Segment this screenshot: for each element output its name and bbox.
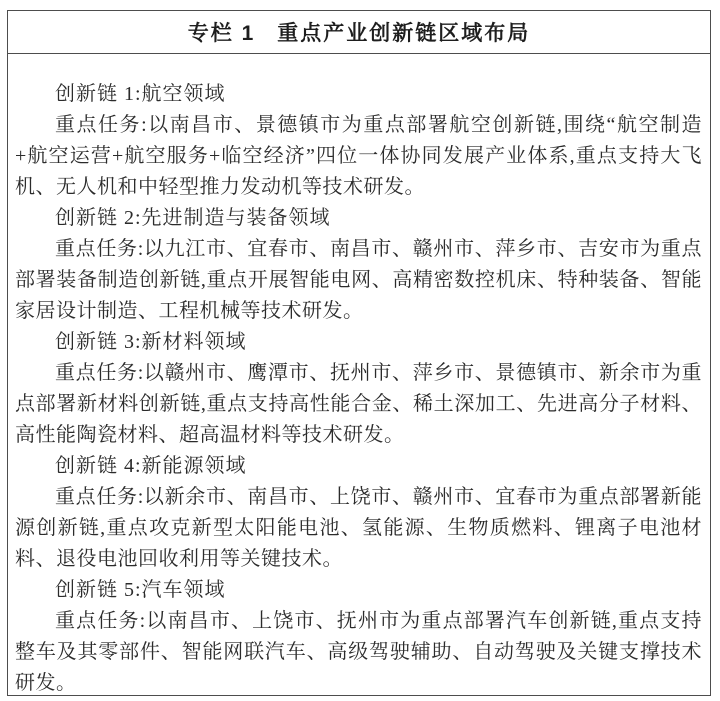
chain-5-task: 重点任务:以南昌市、上饶市、抚州市为重点部署汽车创新链,重点支持整车及其零部件、智能网联汽车、高级驾驶辅助、自动驾驶及关键支撑技术研发。 — [15, 610, 702, 694]
panel-title-bar — [8, 11, 710, 54]
chain-3-task: 重点任务:以赣州市、鹰潭市、抚州市、萍乡市、景德镇市、新余市为重点部署新材料创新链,重点支持高性能合金、稀土深加工、先进高分子材料、高性能陶瓷材料、超高温材料等技术研发。 — [15, 362, 702, 446]
panel-body — [8, 54, 710, 699]
panel-title-label: 专栏 1 — [187, 22, 256, 45]
chain-4-task: 重点任务:以新余市、南昌市、上饶市、赣州市、宜春市为重点部署新能源创新链,重点攻克新型太阳能电池、氢能源、生物质燃料、锂离子电池材料、退役电池回收利用等关键技术。 — [15, 486, 702, 570]
chain-2-task: 重点任务:以九江市、宜春市、南昌市、赣州市、萍乡市、吉安市为重点部署装备制造创新链,重点开展智能电网、高精密数控机床、特种装备、智能家居设计制造、工程机械等技术研发。 — [15, 238, 702, 322]
chain-1-heading: 创新链 1:航空领域 — [55, 83, 226, 105]
callout-box — [7, 10, 711, 696]
chain-1-task: 重点任务:以南昌市、景德镇市为重点部署航空创新链,围绕“航空制造+航空运营+航空服务+临空经济”四位一体协同发展产业体系,重点支持大飞机、无人机和中轻型推力发动机等技术研发。 — [15, 114, 702, 198]
panel-title-text: 重点产业创新链区域布局 — [277, 22, 531, 45]
chain-5-heading: 创新链 5:汽车领域 — [55, 579, 226, 601]
chain-4-heading: 创新链 4:新能源领域 — [55, 455, 247, 477]
chain-3-heading: 创新链 3:新材料领域 — [55, 331, 247, 353]
chain-2-heading: 创新链 2:先进制造与装备领域 — [55, 207, 331, 229]
